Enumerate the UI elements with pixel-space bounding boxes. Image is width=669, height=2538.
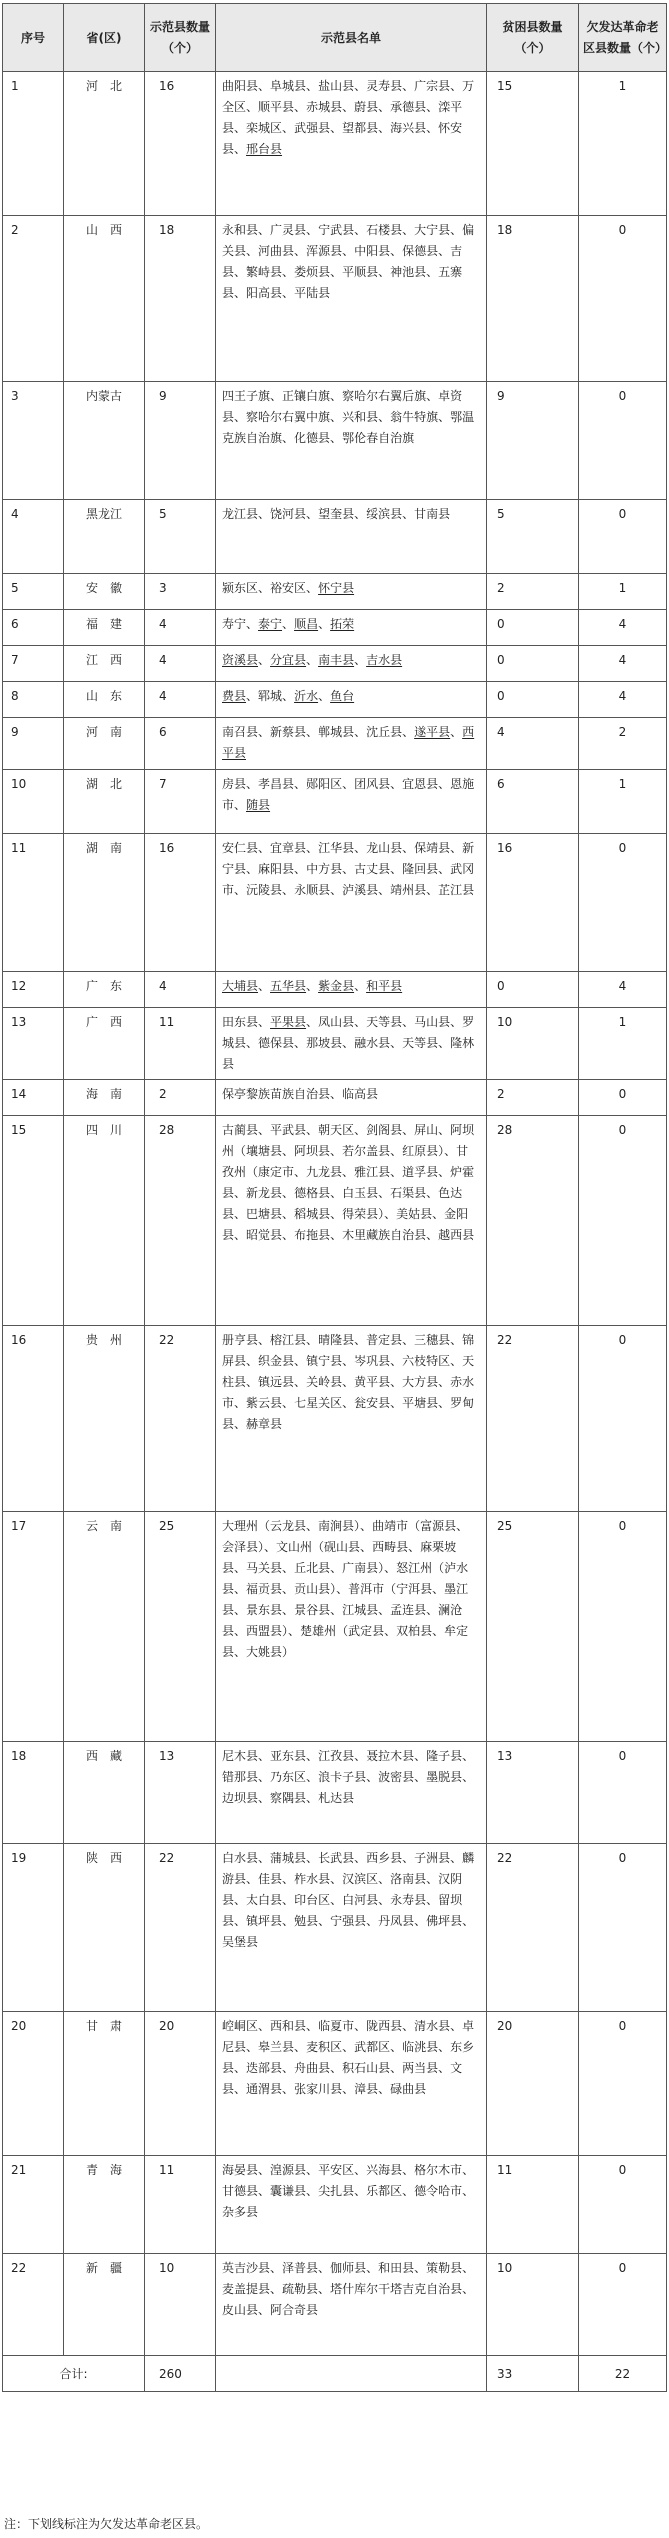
revolution-county: 顺昌 [294, 617, 319, 631]
row-count: 13 [145, 1742, 216, 1844]
row-index: 13 [3, 1008, 64, 1080]
total-revolution: 22 [579, 2356, 667, 2392]
row-index: 3 [3, 382, 64, 500]
row-index: 1 [3, 72, 64, 216]
row-province: 安 徽 [64, 574, 145, 610]
revolution-county: 沂水 [294, 689, 319, 703]
revolution-county: 平果县 [270, 1015, 307, 1029]
row-poor-count: 0 [487, 610, 579, 646]
row-names: 龙江县、饶河县、望奎县、绥滨县、甘南县 [216, 500, 487, 574]
row-province: 青 海 [64, 2156, 145, 2254]
row-names: 颍东区、裕安区、怀宁县 [216, 574, 487, 610]
row-names: 英吉沙县、泽普县、伽师县、和田县、策勒县、麦盖提县、疏勒县、塔什库尔干塔吉克自治县、皮山县、阿合奇县 [216, 2254, 487, 2356]
row-revolution-count: 4 [579, 610, 667, 646]
header-province: 省(区) [64, 4, 145, 72]
revolution-county: 和平县 [366, 979, 403, 993]
row-poor-count: 20 [487, 2012, 579, 2156]
row-index: 10 [3, 770, 64, 834]
table-header-row [3, 4, 667, 72]
revolution-county: 怀宁县 [318, 581, 355, 595]
footnote: 注：下划线标注为欠发达革命老区县。 [4, 2517, 209, 2531]
revolution-county: 费县 [222, 689, 247, 703]
revolution-county: 鱼台 [330, 689, 355, 703]
row-revolution-count: 0 [579, 834, 667, 972]
row-poor-count: 16 [487, 834, 579, 972]
row-province: 湖 南 [64, 834, 145, 972]
table-row [3, 682, 667, 718]
table-row [3, 1742, 667, 1844]
row-poor-count: 9 [487, 382, 579, 500]
revolution-county: 分宜县 [270, 653, 307, 667]
row-poor-count: 18 [487, 216, 579, 382]
revolution-county: 随县 [246, 798, 271, 812]
watermark-logo [496, 2496, 514, 2522]
row-province: 福 建 [64, 610, 145, 646]
row-revolution-count: 0 [579, 1080, 667, 1116]
row-names: 崆峒区、西和县、临夏市、陇西县、清水县、卓尼县、皋兰县、麦积区、武都区、临洮县、东乡县、迭部县、舟曲县、积石山县、两当县、文县、通渭县、张家川县、漳县、碌曲县 [216, 2012, 487, 2156]
row-names: 南召县、新蔡县、郸城县、沈丘县、遂平县、西平县 [216, 718, 487, 770]
row-province: 贵 州 [64, 1326, 145, 1512]
row-poor-count: 25 [487, 1512, 579, 1742]
row-revolution-count: 0 [579, 1742, 667, 1844]
row-province: 甘 肃 [64, 2012, 145, 2156]
row-names: 曲阳县、阜城县、盐山县、灵寿县、广宗县、万全区、顺平县、赤城县、蔚县、承德县、滦平县、栾城区、武强县、望都县、海兴县、怀安县、邢台县 [216, 72, 487, 216]
row-count: 18 [145, 216, 216, 382]
table-row [3, 2012, 667, 2156]
row-poor-count: 28 [487, 1116, 579, 1326]
table-row [3, 72, 667, 216]
total-label: 合计: [3, 2356, 145, 2392]
row-count: 7 [145, 770, 216, 834]
row-count: 3 [145, 574, 216, 610]
row-revolution-count: 1 [579, 1008, 667, 1080]
revolution-county: 拓荣 [330, 617, 355, 631]
row-revolution-count: 0 [579, 1512, 667, 1742]
row-revolution-count: 0 [579, 216, 667, 382]
demo-county-table [2, 3, 667, 2392]
row-poor-count: 0 [487, 646, 579, 682]
row-index: 11 [3, 834, 64, 972]
row-province: 河 南 [64, 718, 145, 770]
table-row [3, 1326, 667, 1512]
row-index: 5 [3, 574, 64, 610]
row-poor-count: 4 [487, 718, 579, 770]
row-index: 22 [3, 2254, 64, 2356]
row-names: 房县、孝昌县、郧阳区、团风县、宜恩县、恩施市、随县 [216, 770, 487, 834]
row-revolution-count: 0 [579, 1116, 667, 1326]
row-count: 6 [145, 718, 216, 770]
row-index: 15 [3, 1116, 64, 1326]
table-row [3, 574, 667, 610]
row-count: 22 [145, 1844, 216, 2012]
table-row [3, 500, 667, 574]
row-poor-count: 10 [487, 2254, 579, 2356]
row-index: 4 [3, 500, 64, 574]
row-names: 保亭黎族苗族自治县、临高县 [216, 1080, 487, 1116]
row-index: 20 [3, 2012, 64, 2156]
row-names: 安仁县、宜章县、江华县、龙山县、保靖县、新宁县、麻阳县、中方县、古丈县、隆回县、武冈市、沅陵县、永顺县、泸溪县、靖州县、芷江县 [216, 834, 487, 972]
row-names: 册亨县、榕江县、晴隆县、普定县、三穗县、锦屏县、织金县、镇宁县、岑巩县、六枝特区、天柱县、镇远县、关岭县、黄平县、大方县、赤水市、紫云县、七星关区、瓮安县、平塘县、罗甸县、赫章县 [216, 1326, 487, 1512]
row-poor-count: 2 [487, 574, 579, 610]
row-index: 16 [3, 1326, 64, 1512]
row-poor-count: 2 [487, 1080, 579, 1116]
table-row [3, 382, 667, 500]
header-revolution-count: 欠发达革命老区县数量（个） [579, 4, 667, 72]
row-province: 江 西 [64, 646, 145, 682]
row-province: 内蒙古 [64, 382, 145, 500]
row-revolution-count: 0 [579, 2012, 667, 2156]
row-names: 大埔县、五华县、紫金县、和平县 [216, 972, 487, 1008]
table-row [3, 646, 667, 682]
row-poor-count: 10 [487, 1008, 579, 1080]
row-count: 9 [145, 382, 216, 500]
row-count: 2 [145, 1080, 216, 1116]
row-names: 四王子旗、正镶白旗、察哈尔右翼后旗、卓资县、察哈尔右翼中旗、兴和县、翁牛特旗、鄂温克族自治旗、化德县、鄂伦春自治旗 [216, 382, 487, 500]
row-count: 11 [145, 1008, 216, 1080]
row-names: 资溪县、分宜县、南丰县、吉水县 [216, 646, 487, 682]
row-revolution-count: 4 [579, 682, 667, 718]
table-row [3, 1844, 667, 2012]
row-revolution-count: 1 [579, 574, 667, 610]
row-index: 6 [3, 610, 64, 646]
row-names: 大理州（云龙县、南涧县）、曲靖市（富源县、会泽县）、文山州（砚山县、西畴县、麻栗坡县、马关县、丘北县、广南县）、怒江州（泸水县、福贡县、贡山县）、普洱市（宁洱县、墨江县、景东县、景谷县、江城县、孟连县、澜沧县、西盟县）、楚雄州（武定县、双柏县、牟定县、大姚县） [216, 1512, 487, 1742]
row-index: 7 [3, 646, 64, 682]
row-names: 古蔺县、平武县、朝天区、剑阁县、屏山、阿坝州（壤塘县、阿坝县、若尔盖县、红原县）、甘孜州（康定市、九龙县、雅江县、道孚县、炉霍县、新龙县、德格县、白玉县、石渠县、色达县、巴塘县、稻城县、得荣县）、美姑县、金阳县、昭觉县、布拖县、木里藏族自治县、越西县 [216, 1116, 487, 1326]
table-row [3, 834, 667, 972]
header-count: 示范县数量（个） [145, 4, 216, 72]
row-poor-count: 22 [487, 1326, 579, 1512]
row-revolution-count: 1 [579, 770, 667, 834]
row-province: 陕 西 [64, 1844, 145, 2012]
row-province: 海 南 [64, 1080, 145, 1116]
row-index: 17 [3, 1512, 64, 1742]
row-revolution-count: 0 [579, 1844, 667, 2012]
revolution-county: 资溪县 [222, 653, 259, 667]
row-index: 19 [3, 1844, 64, 2012]
row-revolution-count: 4 [579, 972, 667, 1008]
row-poor-count: 13 [487, 1742, 579, 1844]
row-names: 田东县、平果县、凤山县、天等县、马山县、罗城县、德保县、那坡县、融水县、天等县、隆林县 [216, 1008, 487, 1080]
row-poor-count: 6 [487, 770, 579, 834]
row-province: 河 北 [64, 72, 145, 216]
header-poor-count: 贫困县数量（个） [487, 4, 579, 72]
row-poor-count: 5 [487, 500, 579, 574]
row-count: 16 [145, 72, 216, 216]
row-names: 费县、郓城、沂水、鱼台 [216, 682, 487, 718]
row-index: 8 [3, 682, 64, 718]
revolution-county: 五华县 [270, 979, 307, 993]
revolution-county: 遂平县 [414, 725, 451, 739]
table-row [3, 1008, 667, 1080]
row-count: 4 [145, 972, 216, 1008]
row-revolution-count: 0 [579, 2254, 667, 2356]
row-count: 28 [145, 1116, 216, 1326]
row-revolution-count: 1 [579, 72, 667, 216]
revolution-county: 吉水县 [366, 653, 403, 667]
total-names-empty [216, 2356, 487, 2392]
header-names: 示范县名单 [216, 4, 487, 72]
row-names: 白水县、蒲城县、长武县、西乡县、子洲县、麟游县、佳县、柞水县、汉滨区、洛南县、汉阴县、太白县、印台区、白河县、永寿县、留坝县、镇坪县、勉县、宁强县、丹凤县、佛坪县、吴堡县 [216, 1844, 487, 2012]
row-revolution-count: 0 [579, 382, 667, 500]
row-province: 黑龙江 [64, 500, 145, 574]
row-index: 9 [3, 718, 64, 770]
row-count: 5 [145, 500, 216, 574]
row-count: 4 [145, 610, 216, 646]
revolution-county: 邢台县 [246, 142, 283, 156]
row-count: 11 [145, 2156, 216, 2254]
row-index: 2 [3, 216, 64, 382]
row-names: 永和县、广灵县、宁武县、石楼县、大宁县、偏关县、河曲县、浑源县、中阳县、保德县、吉县、繁峙县、娄烦县、平顺县、神池县、五寨县、阳高县、平陆县 [216, 216, 487, 382]
row-revolution-count: 0 [579, 2156, 667, 2254]
row-poor-count: 0 [487, 682, 579, 718]
row-index: 21 [3, 2156, 64, 2254]
row-names: 尼木县、亚东县、江孜县、聂拉木县、隆子县、错那县、乃东区、浪卡子县、波密县、墨脱县、边坝县、察隅县、札达县 [216, 1742, 487, 1844]
row-count: 20 [145, 2012, 216, 2156]
table-row [3, 216, 667, 382]
table-row [3, 1116, 667, 1326]
row-province: 四 川 [64, 1116, 145, 1326]
row-revolution-count: 0 [579, 500, 667, 574]
row-poor-count: 0 [487, 972, 579, 1008]
row-province: 广 东 [64, 972, 145, 1008]
row-province: 西 藏 [64, 1742, 145, 1844]
row-province: 新 疆 [64, 2254, 145, 2356]
table-row [3, 770, 667, 834]
row-count: 25 [145, 1512, 216, 1742]
table-row [3, 610, 667, 646]
revolution-county: 西平县 [222, 725, 475, 760]
row-province: 山 西 [64, 216, 145, 382]
total-count: 260 [145, 2356, 216, 2392]
row-poor-count: 22 [487, 1844, 579, 2012]
row-province: 广 西 [64, 1008, 145, 1080]
table-row [3, 2156, 667, 2254]
row-count: 10 [145, 2254, 216, 2356]
row-index: 14 [3, 1080, 64, 1116]
row-count: 4 [145, 646, 216, 682]
table-row [3, 718, 667, 770]
row-province: 湖 北 [64, 770, 145, 834]
total-row [3, 2356, 667, 2392]
table-row [3, 1080, 667, 1116]
row-count: 4 [145, 682, 216, 718]
row-revolution-count: 4 [579, 646, 667, 682]
row-index: 12 [3, 972, 64, 1008]
revolution-county: 紫金县 [318, 979, 355, 993]
revolution-county: 泰宁 [258, 617, 283, 631]
row-count: 16 [145, 834, 216, 972]
row-province: 山 东 [64, 682, 145, 718]
row-revolution-count: 0 [579, 1326, 667, 1512]
row-names: 寿宁、泰宁、顺昌、拓荣 [216, 610, 487, 646]
revolution-county: 南丰县 [318, 653, 355, 667]
revolution-county: 大埔县 [222, 979, 259, 993]
total-poor: 33 [487, 2356, 579, 2392]
table-row [3, 972, 667, 1008]
row-revolution-count: 2 [579, 718, 667, 770]
row-province: 云 南 [64, 1512, 145, 1742]
row-index: 18 [3, 1742, 64, 1844]
row-poor-count: 15 [487, 72, 579, 216]
row-poor-count: 11 [487, 2156, 579, 2254]
row-count: 22 [145, 1326, 216, 1512]
row-names: 海晏县、湟源县、平安区、兴海县、格尔木市、甘德县、囊谦县、尖扎县、乐都区、德令哈市、杂多县 [216, 2156, 487, 2254]
table-row [3, 2254, 667, 2356]
header-idx: 序号 [3, 4, 64, 72]
table-row [3, 1512, 667, 1742]
